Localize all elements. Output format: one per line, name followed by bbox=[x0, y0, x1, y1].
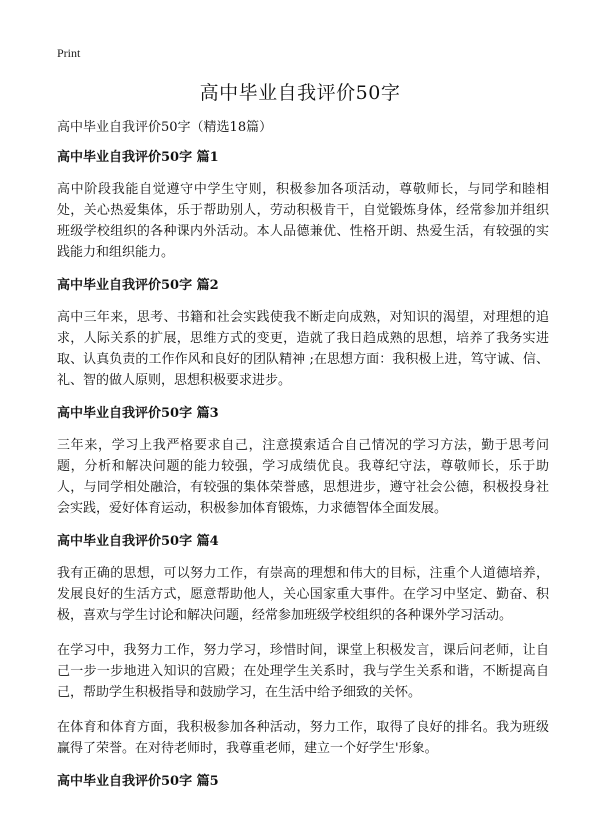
section-heading-1: 高中毕业自我评价50字 篇1 bbox=[57, 150, 219, 165]
section-4-paragraph-1: 我有正确的思想，可以努力工作，有崇高的理想和伟大的目标，注重个人道德培养，发展良好的生活方式，愿意帮助他人，关心国家重大事件。在学习中坚定、勤奋、积极，喜欢与学生讨论和解决问题，经常参加班级学校组织的各种课外学习活动。 bbox=[57, 566, 549, 623]
section-2-paragraph-1: 高中三年来，思考、书籍和社会实践使我不断走向成熟，对知识的渴望，对理想的追求，人际关系的扩展，思维方式的变更，造就了我日趋成熟的思想，培养了我务实进取、认真负责的工作作风和良好的团队精神 ;在思想方面：我积极上进，笃守诚、信、礼、智的做人原则，思想积极要求进步。 bbox=[57, 310, 549, 388]
section-4-paragraph-3: 在体育和体育方面，我积极参加各种活动，努力工作，取得了良好的排名。我为班级赢得了荣誉。在对待老师时，我尊重老师，建立一个好学生'形象。 bbox=[57, 720, 549, 756]
document-subtitle: 高中毕业自我评价50字（精选18篇） bbox=[57, 120, 273, 135]
section-heading-2: 高中毕业自我评价50字 篇2 bbox=[57, 278, 219, 293]
section-heading-4: 高中毕业自我评价50字 篇4 bbox=[57, 534, 219, 549]
page-title: 高中毕业自我评价50字 bbox=[199, 82, 401, 104]
section-heading-5: 高中毕业自我评价50字 篇5 bbox=[57, 774, 219, 789]
print-link[interactable]: Print bbox=[57, 46, 81, 60]
document-body bbox=[57, 119, 549, 803]
section-heading-3: 高中毕业自我评价50字 篇3 bbox=[57, 406, 219, 421]
section-3-paragraph-1: 三年来，学习上我严格要求自己，注意摸索适合自己情况的学习方法，勤于思考问题，分析和解决问题的能力较强，学习成绩优良。我尊纪守法，尊敬师长，乐于助人，与同学相处融洽，有较强的集体荣誉感，思想进步，遵守社会公德，积极投身社会实践，爱好体育运动，积极参加体育锻炼，力求德智体全面发展。 bbox=[57, 438, 549, 516]
section-4-paragraph-2: 在学习中，我努力工作，努力学习，珍惜时间，课堂上积极发言，课后问老师，让自己一步一步地进入知识的宫殿；在处理学生关系时，我与学生关系和谐，不断提高自己，帮助学生积极指导和鼓励学习，在生活中给予细致的关怀。 bbox=[57, 643, 549, 700]
section-1-paragraph-1: 高中阶段我能自觉遵守中学生守则，积极参加各项活动，尊敬师长，与同学和睦相处，关心热爱集体，乐于帮助别人，劳动积极肯干，自觉锻炼身体，经常参加并组织班级学校组织的各种课内外活动。本人品德兼优、性格开朗、热爱生活，有较强的实践能力和组织能力。 bbox=[57, 182, 549, 260]
